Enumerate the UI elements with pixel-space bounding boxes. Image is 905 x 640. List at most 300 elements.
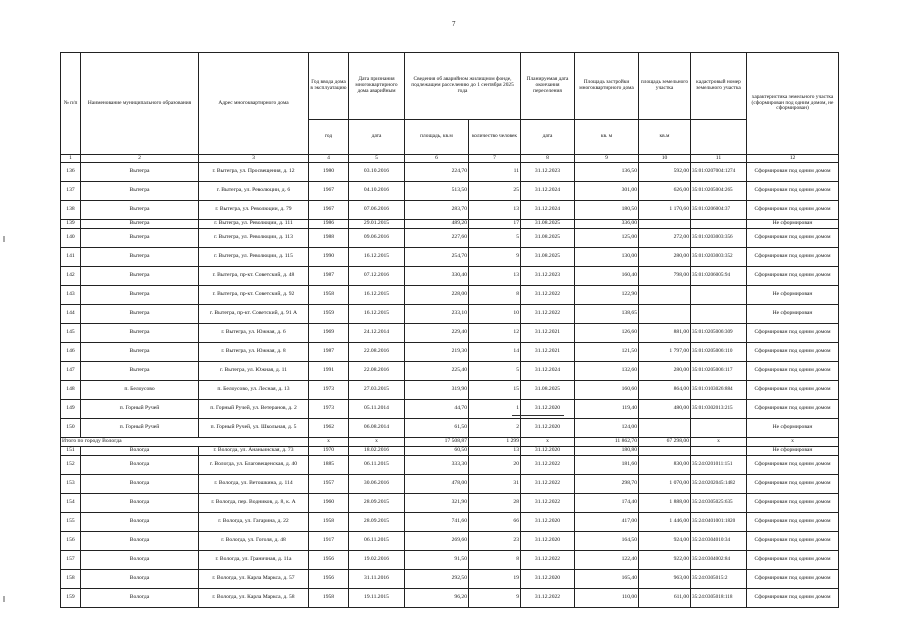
row-number: 140 (61, 229, 81, 248)
column-index-cell: 4 (309, 155, 349, 163)
table-row (61, 475, 839, 494)
build-area-cell: 181,60 (575, 456, 639, 475)
people-cell: 28 (469, 494, 521, 513)
people-cell: 9 (469, 589, 521, 608)
column-index-cell: 3 (199, 155, 309, 163)
header-date-emergency: Дата признания многоквартирного дома аварийным (349, 53, 405, 120)
unit-empty (691, 120, 747, 155)
cadastral-cell: 35:01:0205006:110 (691, 343, 747, 362)
year-cell: 1986 (309, 220, 349, 229)
date-cell: 07.12.2016 (349, 267, 405, 286)
year-cell: 1967 (309, 182, 349, 201)
date-cell: 30.06.2016 (349, 475, 405, 494)
people-cell: 13 (469, 447, 521, 456)
year-cell: 1959 (309, 305, 349, 324)
area-cell: 233,10 (405, 305, 469, 324)
header-build-area: Площадь застройки многоквартирного дома (575, 53, 639, 120)
planned-date-cell: 31.12.2022 (521, 551, 575, 570)
total-area: 17 508,87 (405, 438, 469, 447)
date-cell: 16.12.2015 (349, 248, 405, 267)
table-row (61, 267, 839, 286)
build-area-cell: 136,50 (575, 163, 639, 182)
date-cell: 22.08.2016 (349, 343, 405, 362)
planned-date-cell: 31.12.2023 (521, 267, 575, 286)
table-row (61, 447, 839, 456)
municipality-cell: Вологда (81, 447, 199, 456)
unit-year: год (309, 120, 349, 155)
people-cell: 23 (469, 532, 521, 551)
build-area-cell: 132,60 (575, 362, 639, 381)
planned-date-cell: 31.12.2024 (521, 362, 575, 381)
land-area-cell: 611,00 (639, 589, 691, 608)
date-cell: 18.02.2016 (349, 447, 405, 456)
table-row (61, 220, 839, 229)
cadastral-cell: 35:24:0305015:2 (691, 570, 747, 589)
cadastral-cell: 35:01:0103026:884 (691, 381, 747, 400)
row-number: 149 (61, 400, 81, 419)
date-cell: 16.12.2015 (349, 305, 405, 324)
cadastral-cell: 35:24:0201011:151 (691, 456, 747, 475)
address-cell: г. Вологда, ул. Гагарина, д. 22 (199, 513, 309, 532)
area-cell: 228,00 (405, 286, 469, 305)
address-cell: п. Горный Ручей, ул. Школьная, д. 5 (199, 419, 309, 438)
people-cell: 66 (469, 513, 521, 532)
column-index-cell: 2 (81, 155, 199, 163)
address-cell: г. Вытегра, ул. Южная, д. 8 (199, 343, 309, 362)
year-cell: 1958 (309, 589, 349, 608)
area-cell: 269,60 (405, 532, 469, 551)
address-cell: г. Вытегра, ул. Южная, д. 6 (199, 324, 309, 343)
land-area-cell: 1 797,00 (639, 343, 691, 362)
build-area-cell: 122,90 (575, 286, 639, 305)
planned-date-cell: 31.12.2020 (521, 400, 575, 419)
column-index-cell: 7 (469, 155, 521, 163)
land-char-cell: Сформирован под одним домом (747, 570, 839, 589)
land-area-cell (639, 447, 691, 456)
header-cadastral: кадастровый номер земельного участка (691, 53, 747, 120)
build-area-cell: 138,65 (575, 305, 639, 324)
address-cell: г. Вологда, ул. Карла Маркса, д. 57 (199, 570, 309, 589)
area-cell: 60,50 (405, 447, 469, 456)
row-number: 153 (61, 475, 81, 494)
people-cell: 31 (469, 475, 521, 494)
planned-date-cell: 31.12.2022 (521, 494, 575, 513)
date-cell: 05.11.2014 (349, 400, 405, 419)
cadastral-cell: 35:01:0205006:309 (691, 324, 747, 343)
land-char-cell: Сформирован под одним домом (747, 324, 839, 343)
table-body-vologda (61, 447, 839, 608)
land-area-cell: 592,00 (639, 163, 691, 182)
date-cell: 19.02.2016 (349, 551, 405, 570)
cadastral-cell: 35:01:0302013:215 (691, 400, 747, 419)
planned-date-cell: 31.12.2022 (521, 286, 575, 305)
build-area-cell: 110,00 (575, 589, 639, 608)
land-char-cell: Сформирован под одним домом (747, 182, 839, 201)
planned-date-cell: 31.12.2021 (521, 324, 575, 343)
date-cell: 28.09.2015 (349, 494, 405, 513)
header-resettlement-group: Сведения об аварийном жилищном фонде, подлежащем расселению до 1 сентября 2025 года (405, 53, 521, 120)
header-address: Адрес многоквартирного дома (199, 53, 309, 155)
planned-date-cell: 31.12.2022 (521, 589, 575, 608)
planned-date-cell: 31.12.2024 (521, 182, 575, 201)
cadastral-cell (691, 220, 747, 229)
table-row (61, 248, 839, 267)
date-cell: 06.11.2015 (349, 456, 405, 475)
header-land-char: характеристика земельного участка (сформирован под одним домом, не сформирован) (747, 53, 839, 155)
build-area-cell: 417,00 (575, 513, 639, 532)
municipality-cell: Вытегра (81, 229, 199, 248)
build-area-cell: 180,50 (575, 201, 639, 220)
land-area-cell: 1 070,00 (639, 475, 691, 494)
build-area-cell: 180,80 (575, 447, 639, 456)
cadastral-cell: 35:24:0305025:635 (691, 494, 747, 513)
header-land-area: площадь земельного участка (639, 53, 691, 120)
land-char-cell: Не сформирован (747, 305, 839, 324)
table-row (61, 513, 839, 532)
table-row (61, 286, 839, 305)
municipality-cell: Вологда (81, 551, 199, 570)
planned-date-cell: 31.12.2020 (521, 513, 575, 532)
planned-date-cell: 31.12.2022 (521, 305, 575, 324)
cadastral-cell: 35:01:0205006:117 (691, 362, 747, 381)
row-number: 152 (61, 456, 81, 475)
table-row (61, 182, 839, 201)
municipality-cell: Вытегра (81, 248, 199, 267)
year-cell: 1957 (309, 475, 349, 494)
address-cell: г. Вытегра, ул. Революции, д. 113 (199, 229, 309, 248)
column-index-cell: 11 (691, 155, 747, 163)
row-number: 142 (61, 267, 81, 286)
land-area-cell (639, 220, 691, 229)
land-char-cell: Сформирован под одним домом (747, 163, 839, 182)
people-cell: 12 (469, 324, 521, 343)
date-cell: 09.06.2016 (349, 229, 405, 248)
row-number: 151 (61, 447, 81, 456)
date-cell: 03.10.2016 (349, 163, 405, 182)
column-index-cell: 9 (575, 155, 639, 163)
people-cell: 25 (469, 182, 521, 201)
address-cell: г. Вытегра, пр-кт. Советский, д. 91 А (199, 305, 309, 324)
scan-edge-mark (3, 236, 5, 242)
header-num: № п/п (61, 53, 81, 155)
unit-sqm2: кв.м (639, 120, 691, 155)
people-cell: 2 (469, 419, 521, 438)
total-date: x (349, 438, 405, 447)
date-cell: 31.11.2016 (349, 570, 405, 589)
area-cell: 225,40 (405, 362, 469, 381)
people-cell: 20 (469, 456, 521, 475)
area-cell: 227,60 (405, 229, 469, 248)
planned-date-cell: 31.12.2020 (521, 570, 575, 589)
address-cell: г. Вологда, пер. Водников, д. 8, к. А (199, 494, 309, 513)
planned-date-cell: 31.12.2022 (521, 456, 575, 475)
column-index-row (61, 155, 839, 163)
area-cell: 91,50 (405, 551, 469, 570)
planned-date-cell: 31.08.2025 (521, 220, 575, 229)
table-body-vytegra (61, 163, 839, 438)
row-number: 156 (61, 532, 81, 551)
cadastral-cell: 35:01:0207004:1274 (691, 163, 747, 182)
year-cell: 1987 (309, 343, 349, 362)
date-cell: 28.09.2015 (349, 513, 405, 532)
date-cell: 16.12.2015 (349, 286, 405, 305)
land-area-cell: 272,00 (639, 229, 691, 248)
row-number: 147 (61, 362, 81, 381)
cadastral-cell (691, 419, 747, 438)
cadastral-cell: 35:01:0203003:352 (691, 248, 747, 267)
year-cell: 1991 (309, 362, 349, 381)
page-number: 7 (452, 20, 456, 28)
land-area-cell (639, 305, 691, 324)
date-cell: 19.11.2015 (349, 589, 405, 608)
address-cell: г. Вытегра, ул. Революции, д. 79 (199, 201, 309, 220)
unit-sqm: кв. м (575, 120, 639, 155)
address-cell: г. Вологда, ул. Ананьинская, д. 73 (199, 447, 309, 456)
date-cell: 22.08.2016 (349, 362, 405, 381)
total-row (61, 438, 839, 447)
row-number: 136 (61, 163, 81, 182)
row-number: 157 (61, 551, 81, 570)
municipality-cell: п. Белоусово (81, 381, 199, 400)
row-number: 146 (61, 343, 81, 362)
table-row (61, 400, 839, 419)
table-row (61, 362, 839, 381)
table-row (61, 551, 839, 570)
table-row (61, 456, 839, 475)
planned-date-cell: 31.08.2025 (521, 381, 575, 400)
people-cell: 17 (469, 220, 521, 229)
address-cell: г. Вологда, ул. Карла Маркса, д. 58 (199, 589, 309, 608)
land-char-cell: Сформирован под одним домом (747, 229, 839, 248)
build-area-cell: 336,00 (575, 220, 639, 229)
land-char-cell: Не сформирован (747, 286, 839, 305)
year-cell: 1958 (309, 286, 349, 305)
cadastral-cell: 35:24:0202045:1482 (691, 475, 747, 494)
column-index-cell: 5 (349, 155, 405, 163)
date-cell: 29.01.2015 (349, 220, 405, 229)
year-cell: 1885 (309, 456, 349, 475)
unit-people: количество человек (469, 120, 521, 155)
total-land-area: 67 298,00 (639, 438, 691, 447)
year-cell: 1969 (309, 324, 349, 343)
date-cell: 07.06.2016 (349, 201, 405, 220)
cadastral-cell: 35:24:0304010:34 (691, 532, 747, 551)
build-area-cell: 122,40 (575, 551, 639, 570)
build-area-cell: 119,40 (575, 400, 639, 419)
header-year-commission: Год ввода дома в эксплуатацию (309, 53, 349, 120)
municipality-cell: Вологда (81, 475, 199, 494)
people-cell: 1 (469, 400, 521, 419)
area-cell: 513,50 (405, 182, 469, 201)
area-cell: 319,90 (405, 381, 469, 400)
year-cell: 1973 (309, 400, 349, 419)
address-cell: г. Вологда, ул. Ветошкина, д. 114 (199, 475, 309, 494)
row-number: 158 (61, 570, 81, 589)
date-cell: 04.10.2016 (349, 182, 405, 201)
address-cell: г. Вытегра, ул. Революции, д. 6 (199, 182, 309, 201)
people-cell: 15 (469, 381, 521, 400)
build-area-cell: 164,50 (575, 532, 639, 551)
unit-date2: дата (521, 120, 575, 155)
planned-date-cell: 31.12.2020 (521, 419, 575, 438)
row-number: 138 (61, 201, 81, 220)
people-cell: 8 (469, 286, 521, 305)
build-area-cell: 126,60 (575, 324, 639, 343)
row-number: 144 (61, 305, 81, 324)
land-area-cell: 963,00 (639, 570, 691, 589)
land-area-cell (639, 286, 691, 305)
address-cell: г. Вытегра, пр-кт. Советский, д. 92 (199, 286, 309, 305)
land-area-cell: 280,00 (639, 362, 691, 381)
row-number: 148 (61, 381, 81, 400)
table-row (61, 419, 839, 438)
year-cell: 1987 (309, 267, 349, 286)
table-row (61, 324, 839, 343)
municipality-cell: Вологда (81, 513, 199, 532)
land-char-cell: Сформирован под одним домом (747, 381, 839, 400)
row-number: 141 (61, 248, 81, 267)
year-cell: 1956 (309, 570, 349, 589)
municipality-cell: Вологда (81, 570, 199, 589)
land-char-cell: Не сформирован (747, 447, 839, 456)
municipality-cell: Вытегра (81, 362, 199, 381)
table-row (61, 305, 839, 324)
date-cell: 27.03.2015 (349, 381, 405, 400)
table-row (61, 343, 839, 362)
table-row (61, 532, 839, 551)
municipality-cell: Вытегра (81, 324, 199, 343)
total-cadastral: x (691, 438, 747, 447)
land-char-cell: Сформирован под одним домом (747, 551, 839, 570)
cadastral-cell (691, 286, 747, 305)
land-area-cell: 626,00 (639, 182, 691, 201)
planned-date-cell: 31.12.2021 (521, 343, 575, 362)
column-index-cell: 6 (405, 155, 469, 163)
land-char-cell: Не сформирован (747, 419, 839, 438)
land-char-cell: Сформирован под одним домом (747, 248, 839, 267)
area-cell: 254,70 (405, 248, 469, 267)
year-cell: 1960 (309, 494, 349, 513)
table-row (61, 201, 839, 220)
scan-mark-line (512, 415, 564, 416)
land-area-cell: 280,00 (639, 248, 691, 267)
area-cell: 283,70 (405, 201, 469, 220)
header-municipality: Наименование муниципального образования (81, 53, 199, 155)
land-char-cell: Сформирован под одним домом (747, 343, 839, 362)
year-cell: 1970 (309, 447, 349, 456)
year-cell: 1990 (309, 248, 349, 267)
land-char-cell: Сформирован под одним домом (747, 362, 839, 381)
municipality-cell: Вытегра (81, 182, 199, 201)
area-cell: 333,30 (405, 456, 469, 475)
build-area-cell: 121,50 (575, 343, 639, 362)
year-cell: 1980 (309, 163, 349, 182)
people-cell: 13 (469, 201, 521, 220)
land-char-cell: Сформирован под одним домом (747, 475, 839, 494)
build-area-cell: 160,40 (575, 267, 639, 286)
planned-date-cell: 31.12.2023 (521, 163, 575, 182)
planned-date-cell: 31.12.2022 (521, 475, 575, 494)
unit-date: дата (349, 120, 405, 155)
total-people: 1 299 (469, 438, 521, 447)
area-cell: 292,50 (405, 570, 469, 589)
municipality-cell: Вытегра (81, 343, 199, 362)
address-cell: г. Вологда, ул. Гоголя, д. 48 (199, 532, 309, 551)
land-char-cell: Не сформирован (747, 220, 839, 229)
area-cell: 219,30 (405, 343, 469, 362)
year-cell: 1962 (309, 419, 349, 438)
year-cell: 1967 (309, 201, 349, 220)
people-cell: 8 (469, 551, 521, 570)
build-area-cell: 165,40 (575, 570, 639, 589)
land-area-cell: 830,00 (639, 456, 691, 475)
date-cell: 24.12.2014 (349, 324, 405, 343)
year-cell: 1973 (309, 381, 349, 400)
total-plan: x (521, 438, 575, 447)
row-number: 145 (61, 324, 81, 343)
address-cell: г. Вытегра, ул. Южная, д. 11 (199, 362, 309, 381)
land-area-cell: 881,00 (639, 324, 691, 343)
build-area-cell: 298,70 (575, 475, 639, 494)
people-cell: 13 (469, 267, 521, 286)
municipality-cell: Вытегра (81, 286, 199, 305)
scan-edge-mark (3, 596, 5, 602)
address-cell: п. Белоусово, ул. Лесная, д. 13 (199, 381, 309, 400)
planned-date-cell: 31.12.2024 (521, 201, 575, 220)
municipality-cell: Вологда (81, 589, 199, 608)
column-index-cell: 8 (521, 155, 575, 163)
column-index-cell: 10 (639, 155, 691, 163)
total-build-area: 11 862,70 (575, 438, 639, 447)
land-area-cell: 1 446,00 (639, 513, 691, 532)
address-cell: п. Горный Ручей, ул. Ветеранов, д. 2 (199, 400, 309, 419)
year-cell: 1958 (309, 513, 349, 532)
total-land-char: x (747, 438, 839, 447)
area-cell: 741,60 (405, 513, 469, 532)
cadastral-cell: 35:01:0206005:94 (691, 267, 747, 286)
land-char-cell: Сформирован под одним домом (747, 201, 839, 220)
planned-date-cell: 31.08.2025 (521, 229, 575, 248)
row-number: 154 (61, 494, 81, 513)
people-cell: 10 (469, 305, 521, 324)
area-cell: 61,50 (405, 419, 469, 438)
address-cell: г. Вытегра, пр-кт. Советский, д. 48 (199, 267, 309, 286)
address-cell: г. Вытегра, ул. Революции, д. 115 (199, 248, 309, 267)
municipality-cell: Вытегра (81, 201, 199, 220)
area-cell: 321,90 (405, 494, 469, 513)
people-cell: 5 (469, 362, 521, 381)
table-row (61, 570, 839, 589)
address-cell: г. Вологда, ул. Благовещенская, д. 40 (199, 456, 309, 475)
land-area-cell: 924,00 (639, 532, 691, 551)
land-char-cell: Сформирован под одним домом (747, 400, 839, 419)
municipality-cell: Вологда (81, 532, 199, 551)
area-cell: 96,20 (405, 589, 469, 608)
municipality-cell: Вытегра (81, 220, 199, 229)
land-char-cell: Сформирован под одним домом (747, 513, 839, 532)
cadastral-cell (691, 305, 747, 324)
cadastral-cell: 35:24:0305018:118 (691, 589, 747, 608)
row-number: 139 (61, 220, 81, 229)
cadastral-cell (691, 447, 747, 456)
row-number: 150 (61, 419, 81, 438)
municipality-cell: Вологда (81, 456, 199, 475)
build-area-cell: 174,40 (575, 494, 639, 513)
land-area-cell: 1 170,60 (639, 201, 691, 220)
area-cell: 330,40 (405, 267, 469, 286)
area-cell: 224,70 (405, 163, 469, 182)
build-area-cell: 130,00 (575, 248, 639, 267)
